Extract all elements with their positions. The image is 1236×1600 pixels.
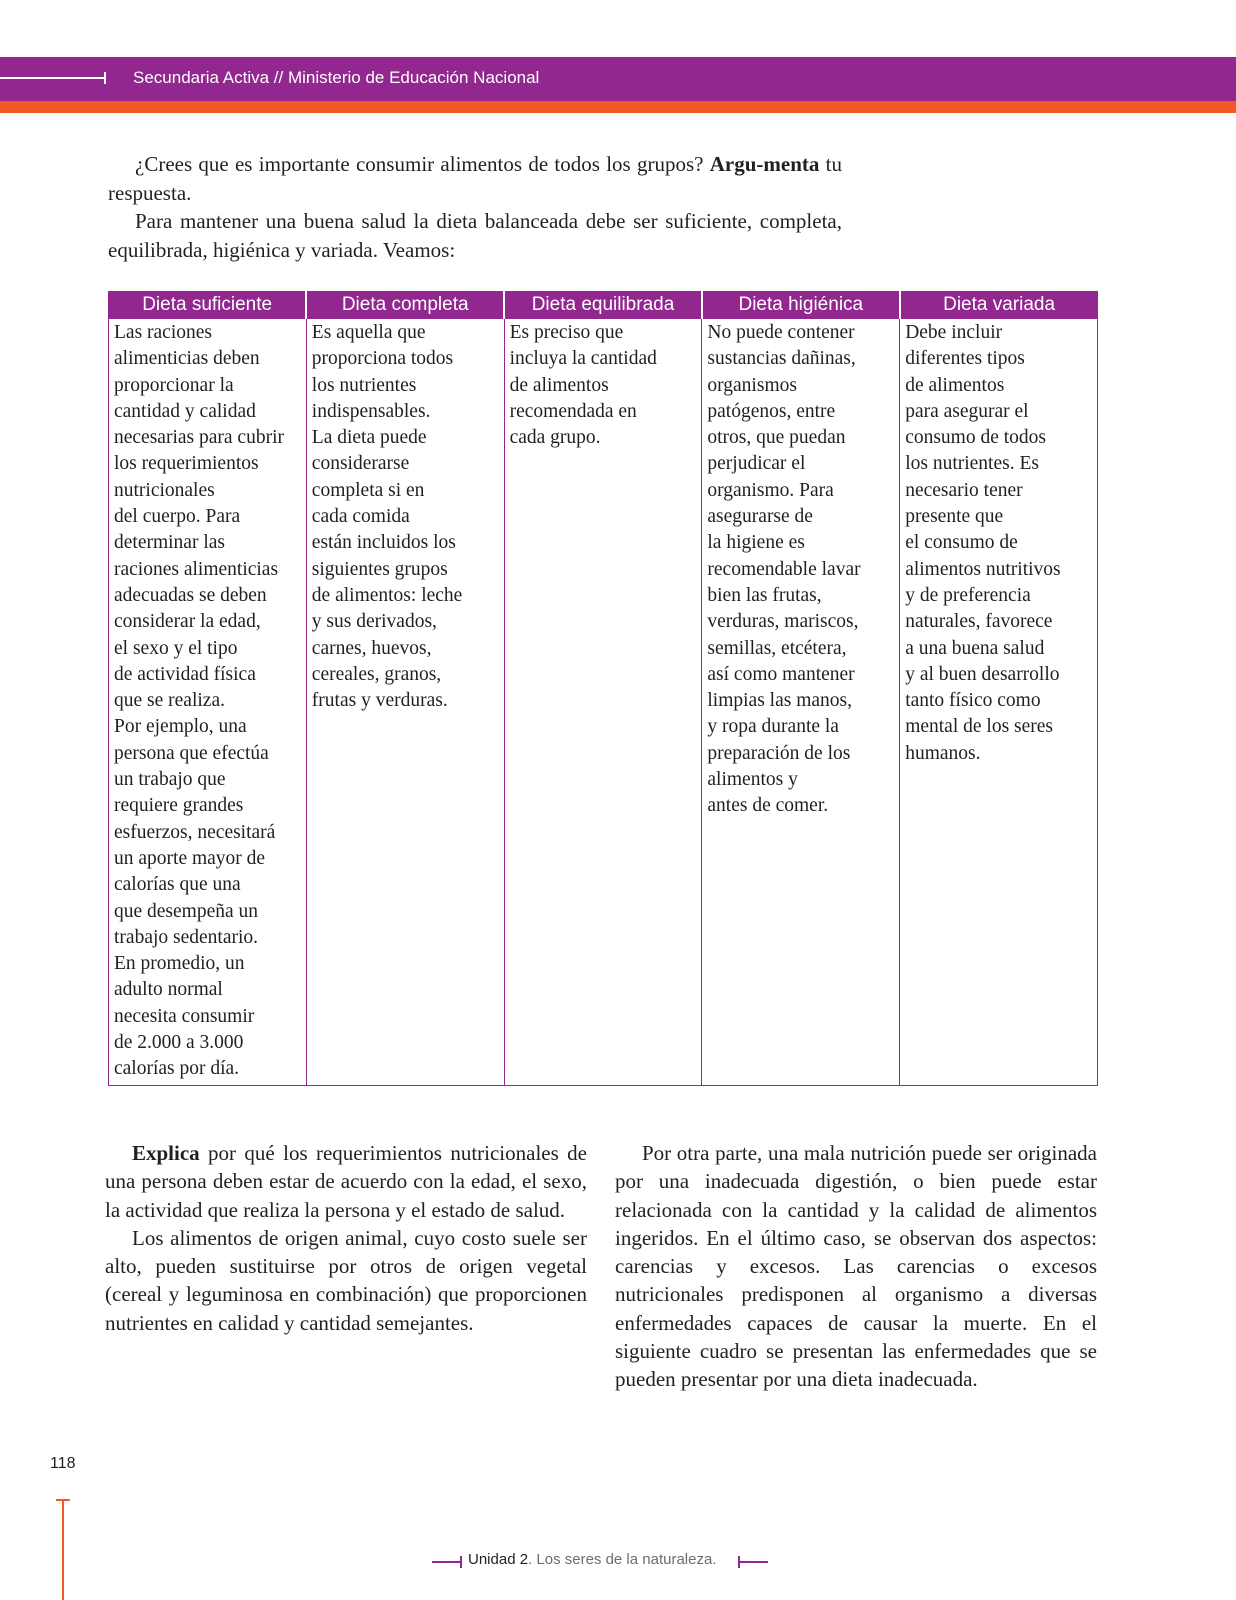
cell-dieta-suficiente: Las raciones alimenticias deben proporcionar la cantidad y calidad necesarias para cubrir los requerimientos nutricionales del cuerpo. Para determinar las raciones alimenticias adecuadas se deben considerar la edad, el sexo y el tipo de actividad física que se realiza. Por ejemplo, una persona que efectúa un trabajo que requiere grandes esfuerzos, necesitará un aporte mayor de calorías que una que desempeña un trabajo sedentario. En promedio, un adulto normal necesita consumir de 2.000 a 3.000 calorías por día. <box>109 319 307 1086</box>
cell-dieta-higienica: No puede contener sustancias dañinas, organismos patógenos, entre otros, que puedan perjudicar el organismo. Para asegurarse de la higiene es recomendable lavar bien las frutas, verduras, mariscos, semillas, etcétera, así como mantener limpias las manos, y ropa durante la preparación de los alimentos y antes de comer. <box>702 319 900 1086</box>
mala-nutricion-paragraph: Por otra parte, una mala nutrición puede ser originada por una inadecuada digestión, o bien puede estar relacionada con la cantidad y la calidad de alimentos ingeridos. En el último caso, se observan dos aspectos: carencias y excesos. Las carencias o excesos nutricionales predisponen al organismo a diversas enfermedades capaces de causar la muerte. En el siguiente cuadro se presentan las enfermedades que se pueden presentar por una dieta inadecuada. <box>615 1141 1097 1392</box>
header-dieta-completa: Dieta completa <box>306 291 504 319</box>
footer-unit-title: . Los seres de la naturaleza. <box>528 1551 717 1568</box>
explica-text: por qué los requerimientos nutricionales de una persona deben estar de acuerdo con la edad, el sexo, la actividad que realiza la persona y el estado de salud. <box>105 1141 587 1222</box>
alimentos-paragraph: Los alimentos de origen animal, cuyo costo suele ser alto, pueden sustituirse por otros de origen vegetal (cereal y leguminosa en combinación) que proporcionen nutrientes en calidad y cantidad semejantes. <box>105 1225 587 1335</box>
intro-question <box>108 150 842 207</box>
right-column <box>615 1139 1097 1394</box>
intro-question-rest: tu respuesta. <box>108 152 842 205</box>
left-column <box>105 1139 587 1337</box>
intro-question-text: ¿Crees que es importante consumir alimentos de todos los grupos? <box>135 152 710 176</box>
header-bar <box>0 57 1236 101</box>
header-dieta-equilibrada: Dieta equilibrada <box>504 291 702 319</box>
margin-line <box>62 1500 64 1600</box>
cell-dieta-variada: Debe incluir diferentes tipos de alimentos para asegurar el consumo de todos los nutrientes. Es necesario tener presente que el consumo de alimentos nutritivos y de preferencia naturales, favorece a una buena salud y al buen desarrollo tanto físico como mental de los seres humanos. <box>900 319 1098 1086</box>
cell-dieta-completa: Es aquella que proporciona todos los nutrientes indispensables. La dieta puede considerarse completa si en cada comida están incluidos los siguientes grupos de alimentos: leche y sus derivados, carnes, huevos, cereales, granos, frutas y verduras. <box>306 319 504 1086</box>
header-dieta-higienica: Dieta higiénica <box>702 291 900 319</box>
header-orange-stripe <box>0 101 1236 113</box>
header-rule <box>0 77 106 79</box>
explica-bold: Explica <box>132 1141 200 1165</box>
header-dieta-variada: Dieta variada <box>900 291 1098 319</box>
header-rule-tick <box>104 72 106 84</box>
footer-text <box>468 1551 717 1568</box>
footer <box>432 1551 772 1573</box>
diet-table <box>108 291 1098 1086</box>
diet-table-row <box>109 319 1098 1086</box>
page-number: 118 <box>50 1455 76 1472</box>
intro-question-bold: Argu-menta <box>709 152 820 176</box>
intro-paragraph: Para mantener una buena salud la dieta balanceada debe ser suficiente, completa, equilibrada, higiénica y variada. Veamos: <box>108 209 842 262</box>
intro-text <box>108 150 842 264</box>
header-title: Secundaria Activa // Ministerio de Educación Nacional <box>133 68 540 87</box>
cell-dieta-equilibrada: Es preciso que incluya la cantidad de alimentos recomendada en cada grupo. <box>504 319 702 1086</box>
diet-table-header-row <box>109 291 1098 319</box>
explica-paragraph <box>105 1139 587 1224</box>
footer-unit-label: Unidad 2 <box>468 1551 529 1568</box>
header-dieta-suficiente: Dieta suficiente <box>109 291 307 319</box>
footer-rule-left <box>432 1561 462 1563</box>
footer-rule-right <box>738 1561 768 1563</box>
